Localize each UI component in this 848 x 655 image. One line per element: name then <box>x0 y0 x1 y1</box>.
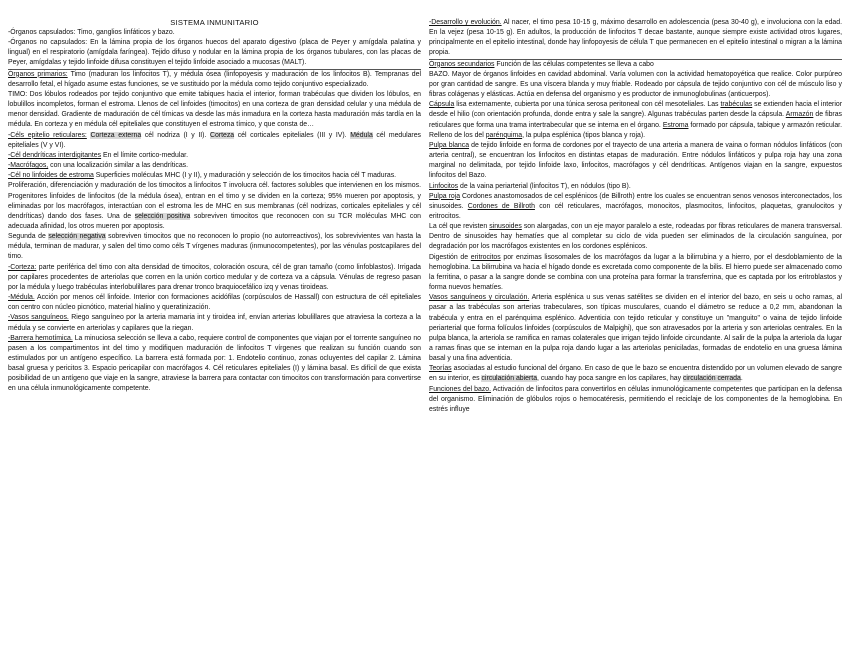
right-body-block <box>429 60 842 415</box>
text-run: La minuciosa selección se lleva a cabo, requiere control de componentes que viajan por el torrente sanguíneo no pasen a los compartimentos int del timo y modifiquen maduración de linfocitos T vírgenes que realizan su función cuando son estimulados por un antígeno específico. La barrera está formada por: 1. Endotelio continuo, zonas ocluyentes del capilar 2. Lámina basal gruesa y pericitos 3. Espacio pericapilar con macrófagos 4. Cél reticulares epiteliales (I) y lámina basal. Es difícil de que exista posibilidad de un antígeno que viaje en la sangre, atraviese la barrera para contactar con timocitos con transformación para convertirse en una célula inmunológicamente competente. <box>8 334 421 393</box>
text-run: se extienden hacia el interior desde el hilio (con orientación profunda, donde entra y sale la sangre). Algunas trabéculas parten desde la cápsula. <box>429 101 842 119</box>
paragraph <box>429 385 842 415</box>
underlined-heading: -Vasos sanguíneos. <box>8 314 69 322</box>
text-run: de la vaina periarterial (linfocitos T), en nódulos (tipo B). <box>458 182 631 190</box>
text-run: Al nacer, el timo pesa 10-15 g, máximo desarrollo en adolescencia (pesa 30-40 g), e involuciona con la edad. En la vejez (pesa 10-15 g). En adultos, la producción de linfocitos T decae bastante, aunque siempre existe actividad otros lugares, principalmente en el epitelio intestinal, donde hay linfopoyesis de célula T que permanecen en el epitelio intestinal o migran a la lámina propia. <box>429 19 842 57</box>
underlined-heading: Pulpa roja <box>429 192 461 200</box>
paragraph <box>429 70 842 100</box>
text-run: Digestión de <box>429 253 471 261</box>
highlighted-text: selección positiva <box>134 212 191 220</box>
underlined-heading: Órganos secundarios <box>429 60 495 68</box>
text-run: cél medulares epiteliales (V y VI). <box>8 131 421 149</box>
underlined-heading: Órganos primarios: <box>8 70 68 78</box>
paragraph <box>429 253 842 294</box>
text-run: , la pulpa esplénica (tipos blanca y roja). <box>522 131 646 139</box>
left-intro-block <box>8 28 421 69</box>
underlined-heading: Teorías <box>429 365 452 373</box>
text-run: La cél que revisten <box>429 223 490 231</box>
paragraph <box>8 263 421 293</box>
highlighted-text: circulación abierta <box>481 375 538 383</box>
highlighted-text: circulación cerrada <box>682 375 741 383</box>
highlighted-text: selección negativa <box>48 233 106 241</box>
right-top-block <box>429 18 842 59</box>
underlined-heading: Pulpa blanca <box>429 141 470 149</box>
paragraph <box>429 192 842 222</box>
underlined-heading: Armazón <box>785 111 814 119</box>
highlighted-text: Corteza <box>209 131 235 139</box>
text-run: Riego sanguíneo por la arteria mamaria int y tiroidea inf, envían arterias lobulillares que atraviesa la corteza a la médula y se convierte en arteriolas y capilares que la riegan. <box>8 314 421 332</box>
text-run: . <box>740 375 743 383</box>
underlined-heading: -Médula. <box>8 294 35 302</box>
paragraph <box>8 171 421 181</box>
underlined-heading: Cordones de Billroth <box>467 202 535 210</box>
text-run: En el límite cortico-medular. <box>101 151 189 159</box>
highlighted-text: Médula <box>350 131 373 139</box>
underlined-heading: Estroma <box>662 121 689 129</box>
underlined-heading: -Macrófagos, <box>8 162 49 170</box>
text-run: Timo (maduran los linfocitos T), y médula ósea (linfopoyesis y maduración de los linfocitos B). Tempranas del desarrollo fetal, el hígado asume estas funciones, se ve sustituido por la médula como tejido conjuntivo especializado. <box>8 70 421 88</box>
text-run: de tejido linfoide en forma de cordones por el trayecto de una arteria a manera de vaina o forman nódulos linfáticos (con arteria central), se encuentran los linfocitos en distintas etapas de maduración. Entre nódulos linfáticos y pulpa roja hay una zona marginal no delimitada, por tejido linfoide laxo, linfocitos, macrófagos y cél dendríticas. Antígenos viajan en la sangre, expuestos linfocitos del Bazo. <box>429 141 842 180</box>
paragraph <box>8 38 421 68</box>
right-column <box>429 18 842 655</box>
paragraph <box>8 70 421 90</box>
text-run: son alargadas, con un eje mayor paralelo a este, rodeadas por fibras reticulares de manera transversal. Dentro de sinusoides hay hematíes que al completar su ciclo de vida pueden ser eliminados de la circulación sanguínea, por degradación por los macrófagos existentes en los cordones esplénicos. <box>429 223 842 251</box>
underlined-heading: Funciones del bazo. <box>429 385 492 393</box>
text-run: , cuando hay poca sangre en los capilares, hay <box>537 375 683 383</box>
text-run: Cordones anastomosados de cel esplénicos (de Billroth) entre los cuales se encuentran senos venosos interconectados, los sinusoides. <box>429 192 842 210</box>
text-run: parte periférica del timo con alta densidad de timocitos, coloración oscura, cél de gran tamaño (como linfoblastos). Irrigada por capilares procedentes de arteriolas que corren en la unión cortico medular y de corteza va a cápsula. Vénulas de regreso pasan por la médula y luego trabéculas interlobulillares para drenar tronco braquiocefálico izq y venas tiroideas. <box>8 263 421 291</box>
paragraph <box>429 293 842 364</box>
text-run: cél nodriza (I y II). <box>141 131 210 139</box>
text-run: sobreviven timocitos que no reconocen lo propio (no autorreactivos), los sobrevivientes van hasta la médula, terminan de madurar, y salen del timo como céls T vírgenes maduras (inmunocompetentes), por las vénulas postcapilares del timo. <box>8 233 421 261</box>
text-run: sobreviven timocitos que reconocen con su TCR moléculas MHC con adecuada afinidad, los otros mueren por apoptosis. <box>8 212 421 230</box>
left-column <box>8 18 421 655</box>
text-run: Segunda de <box>8 233 49 241</box>
text-run: cél corticales epiteliales (III y IV). <box>234 131 351 139</box>
highlighted-text: Corteza externa <box>90 131 142 139</box>
text-run: por enzimas lisosomales de los macrófagos da lugar a la bilirrubina y a hierro, por el desdoblamiento de la hemoglobina. La bilirrubina va hacia el hígado donde es excretada como componente de la bilis. El hierro puede ser almacenado como la ferritina, o pasar a la sangre donde se combina con una proteína para formar la transferrina, que es captada por los eritroblastos y forma nuevos hematíes. <box>429 253 842 292</box>
underlined-heading: eritrocitos <box>470 253 501 261</box>
underlined-heading: trabéculas <box>720 101 753 109</box>
paragraph <box>429 60 842 70</box>
text-run: -Órganos no capsulados: En la lámina propia de los órganos huecos del aparato digestivo (placa de Peyer y amígdala palatina y lingual) en el respiratorio (amígdala faríngea). Tejido difuso y nodular en la lámina propia de los órganos tubulares, con las placas de Peyer, amígdalas y tejido linfoide difusa constituyen el tejido linfoide asociado a mucosas (MALT). <box>8 39 421 67</box>
underlined-heading: sinusoides <box>489 223 522 231</box>
paragraph <box>8 151 421 161</box>
text-run: de fibras reticulares que forma una trama intertrabecular que se interna en el órgano. <box>429 111 842 129</box>
paragraph <box>429 100 842 141</box>
underlined-heading: Vasos sanguíneos y circulación. <box>429 294 530 302</box>
underlined-heading: -Barrera hemotímica. <box>8 334 73 342</box>
paragraph <box>429 222 842 252</box>
text-run: asociadas al estudio funcional del órgano. En caso de que le bazo se encuentra distendido por un volumen elevado de sangre en su interior, es <box>429 365 842 383</box>
paragraph <box>8 232 421 262</box>
text-run: -Órganos capsulados: Timo, ganglios linfáticos y bazo. <box>8 29 175 36</box>
text-run: con una localización similar a las dendríticas. <box>48 162 189 170</box>
paragraph <box>8 181 421 232</box>
text-run: TIMO: Dos lóbulos rodeados por tejido conjuntivo que emite tabiques hacia el interior, forman trabéculas que dividen los lóbulos, en lobulillos incompletos, forman el estroma. Llenos de cel linfoides (timocitos) en una corteza de gran densidad celular y una médula de menor densidad. Gradiente de maduración de cél tímicas va desde las más inmadura en la corteza hasta maduración más tardía en la médula. En corteza y en médula cél epiteliales que constituyen el estroma tímico, y que consta de… <box>8 90 421 129</box>
text-run: Acción por menos cél linfoide. Interior con formaciones acidófilas (corpúsculos de Hassall) con estructura de cél epiteliales con centro con núcleo picnótico, material hialino y queratinización. <box>8 294 421 312</box>
text-run: Función de las células competentes se lleva a cabo <box>494 60 654 68</box>
paragraph <box>429 141 842 182</box>
paragraph <box>8 334 421 395</box>
text-run: lisa externamente, cubierta por una túnica serosa peritoneal con cél mesoteliales. Las <box>454 101 721 109</box>
underlined-heading: -Cél dendríticas interdigitantes <box>8 151 102 159</box>
paragraph <box>8 161 421 171</box>
underlined-heading: -Cél no linfoides de estroma <box>8 172 94 180</box>
underlined-heading: parénquima <box>485 131 523 139</box>
underlined-heading: -Corteza: <box>8 263 37 271</box>
paragraph <box>8 90 421 131</box>
text-run: Superficies moléculas MHC (I y II), y maduración y selección de los timocitos hacia cél T maduras. <box>93 172 397 180</box>
underlined-heading: -Céls epitelio reticulares: <box>8 131 87 139</box>
paragraph <box>8 293 421 313</box>
underlined-heading: Cápsula <box>429 101 455 109</box>
document-title: SISTEMA INMUNITARIO <box>170 18 259 27</box>
paragraph <box>8 28 421 38</box>
paragraph <box>8 131 421 151</box>
text-run: con cél reticulares, macrófagos, monocitos, plasmocitos, linfocitos, plaquetas, granulocitos y eritrocitos. <box>429 202 842 220</box>
paragraph <box>429 182 842 192</box>
paragraph <box>429 364 842 384</box>
paragraph <box>429 18 842 59</box>
left-body-block <box>8 70 421 395</box>
underlined-heading: -Desarrollo y evolución. <box>429 19 502 26</box>
text-run: Activación de linfocitos para convertirlos en células inmunológicamente competentes que participan en la defensa del organismo. Eliminación de glóbulos rojos o hemocatéresis, permitiendo el reciclaje de los componentes de la hemoglobina. En estrés influye <box>429 385 842 413</box>
text-run: BAZO. Mayor de órganos linfoides en cavidad abdominal. Varía volumen con la actividad hematopoyética que realice. Color purpúreo por gran cantidad de sangre. Es una víscera blanda y muy friable. Rodeado por cápsula de tejido conjuntivo con cél de músculo liso y fibras colágenas y elásticas. Actúa en defensa del organismo y es productor de inmunoglobulinas (anticuerpos). <box>429 70 842 99</box>
text-run: Arteria esplénica u sus venas satélites se dividen en el interior del bazo, en seis u ocho ramas, al pasar a las trabéculas son arterias trabeculares, son típicas musculares, cuando el diámetro se reduce a 0,2 mm, abandonan la trabécula y entra en el parénquima esplénico. Adventicia con tejido reticular y constituye un "manguito" o vaina de tejido linfoide periarterial que forma folículos linfoides (corpúsculos de Malpighi), que son atravesados por la arteria y son arteriolas centrales. En la pulpa blanca, la arteriola se ramifica en ramas colaterales que irrigan tejido linfoide circundante. Al salir de la pulpa la arteriola da lugar a ramas finas que se internan en la pulpa roja dando lugar a las arteriolas peniciladas, formadas de endotelio en una gruesa lámina basal y una fina adventicia. <box>429 294 842 363</box>
paragraph <box>8 313 421 333</box>
underlined-heading: Linfocitos <box>429 182 459 190</box>
text-run: formado por cápsula, tabique y armazón reticular. Relleno de los del <box>429 121 842 139</box>
text-run: Proliferación, diferenciación y maduración de los timocitos a linfocitos T involucra cél. factores solubles que intervienen en los mismos. Progenitores linfoides de linfocitos (de la médula ósea), entran en el timo y se dividen en la corteza; 95% mueren por apoptosis, y eliminadas por los macrófagos, interactúan con el estroma les de MHC en sus membranas (cél nodrizas, corticales epiteliales y cél dendríticas) dando dos fases. Una de <box>8 182 421 220</box>
